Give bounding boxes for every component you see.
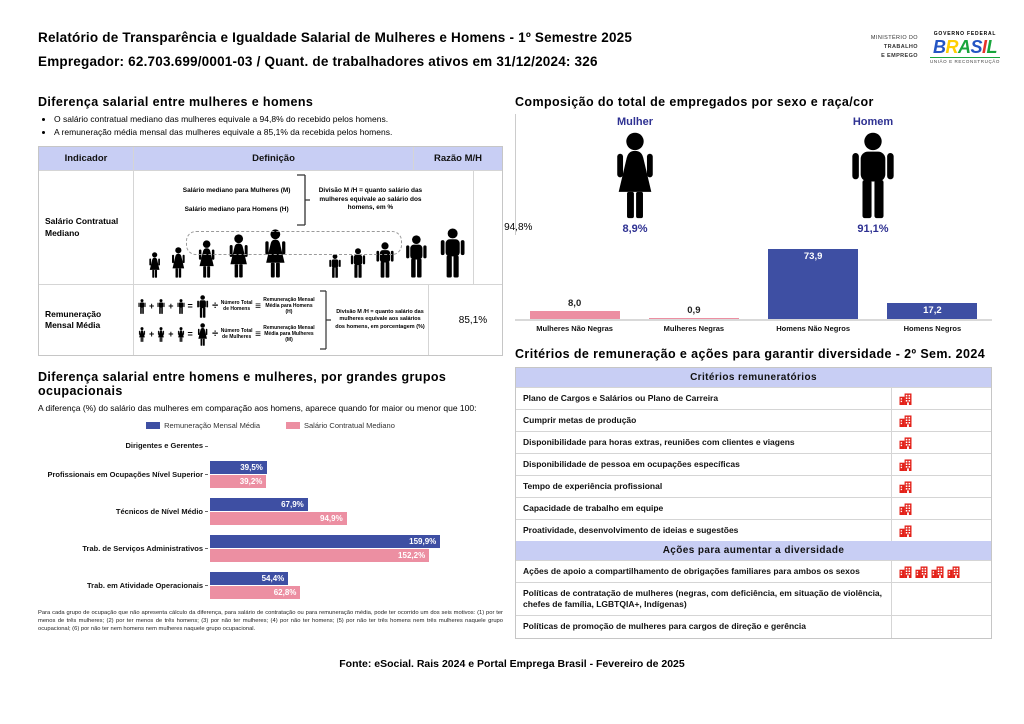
legend-item (286, 421, 395, 430)
building-icon (931, 566, 944, 578)
identical-operator: ≡ (255, 328, 261, 340)
criteria-icons-cell (891, 476, 991, 497)
equals-operator: = (187, 329, 193, 339)
occupation-group-row (38, 461, 503, 488)
formula-column (137, 295, 315, 346)
woman-icon (606, 132, 664, 219)
bar-area (515, 243, 634, 321)
occupational-subtitle: A diferença (%) do salário das mulheres em comparação aos homens, aparece quando for maior ou menor que 100: (38, 403, 477, 413)
gov-logo-bottom-text: UNIÃO E RECONSTRUÇÃO (929, 59, 1000, 64)
bar (887, 303, 977, 319)
bullet-item: • O salário contratual mediano das mulheres equivale a 94,8% do recebido pelos homens. (54, 114, 503, 124)
median-bar (210, 549, 429, 562)
division-note: Divisão M /H = quanto salário das mulheres equivale aos salários dos homens, em porcentagem (%) (335, 308, 425, 330)
bar-value-label: 67,9% (281, 500, 304, 509)
occupation-label: Profissionais em Ocupações Nível Superior (38, 470, 210, 479)
occupation-group-row (38, 572, 503, 599)
man-icon (156, 299, 166, 314)
male-label: Homem (852, 116, 894, 128)
occupation-bars (210, 461, 503, 488)
composition-bar-chart (515, 243, 992, 333)
category-label: Homens Não Negros (776, 324, 851, 333)
sex-figures (515, 114, 992, 235)
criteria-icons-cell (891, 432, 991, 453)
divide-operator: ÷ (212, 300, 219, 312)
criteria-icons-cell (891, 454, 991, 475)
report-header (38, 30, 1000, 69)
ministry-line: E EMPREGO (881, 52, 918, 59)
ministry-logo (871, 34, 918, 60)
bracket-shape (318, 289, 332, 351)
legend-swatch-blue (146, 422, 160, 429)
woman-icon (176, 327, 186, 342)
building-icon (899, 437, 912, 449)
occupation-label: Trab. em Atividade Operacionais (38, 581, 210, 590)
building-icon (947, 566, 960, 578)
criteria-row (516, 475, 991, 497)
category-label: Mulheres Não Negras (536, 324, 613, 333)
brasil-logo (930, 38, 1000, 56)
women-average-formula (137, 323, 315, 346)
left-column (38, 95, 533, 639)
median-women-label: Salário mediano para Mulheres (M) (182, 187, 291, 194)
criteria-row (516, 431, 991, 453)
man-icon (176, 299, 186, 314)
building-icon (899, 481, 912, 493)
bar (649, 318, 739, 320)
bar-value-label: 152,2% (398, 551, 426, 560)
occupation-bars (210, 441, 503, 451)
composition-bar-column (873, 243, 992, 333)
definition-cell (134, 285, 429, 355)
legend-label: Remuneração Mensal Média (164, 421, 260, 430)
legend-label: Salário Contratual Mediano (304, 421, 395, 430)
woman-icon (168, 247, 189, 278)
median-men-label: Salário mediano para Homens (H) (184, 206, 289, 213)
median-bar (210, 475, 266, 488)
criteria-row (516, 497, 991, 519)
ratio-value: 85,1% (458, 314, 488, 326)
indicator-table (38, 146, 533, 356)
criteria-text: Capacidade de trabalho em equipe (523, 503, 664, 514)
men-average-formula (137, 295, 315, 318)
occupation-label: Dirigentes e Gerentes (38, 441, 210, 450)
bar-value-label: 39,2% (239, 477, 263, 486)
male-percentage: 91,1% (857, 223, 889, 235)
building-icon (899, 415, 912, 427)
legend-item (146, 421, 260, 430)
bar-area (873, 243, 992, 321)
criteria-text: Disponibilidade para horas extras, reuniões com clientes e viagens (523, 437, 795, 448)
legend-swatch-pink (286, 422, 300, 429)
bar-value-label: 159,9% (409, 537, 437, 546)
report-titles (38, 30, 632, 69)
division-note: Divisão M /H = quanto salário das mulheres equivale ao salário dos homens, em % (318, 187, 423, 212)
bar-area (634, 243, 753, 321)
indicator-table-header (39, 147, 502, 170)
occupational-bar-chart (38, 441, 503, 599)
indicator-label: Remuneração Mensal Média (39, 285, 134, 355)
chart-legend (38, 421, 503, 430)
criteria-section-header: Ações para aumentar a diversidade (516, 541, 991, 560)
criteria-table (515, 367, 992, 639)
criteria-icons-cell (891, 561, 991, 582)
occupation-bars (210, 498, 503, 525)
category-label: Homens Negros (903, 324, 962, 333)
occupation-label: Técnicos de Nível Médio (38, 507, 210, 516)
male-figure-block (844, 116, 902, 235)
equals-operator: = (187, 301, 193, 311)
brand-letter: I (981, 37, 987, 57)
avg-bar (210, 572, 288, 585)
chart-footnote: Para cada grupo de ocupação que não apresenta cálculo da diferença, para salário de contratação ou para remuneração média, pode ter ocorrido um dos seis motivos: (1) por ter menos de três mulheres; (2) por ter menos de três homens; (3) por não ter mulheres; (4) por não ter homens; (5) por não ter três homens nem três mulheres naquele grupo ocupacional; (6) por não ter nem homens nem mulheres naquele grupo ocupacional. (38, 610, 503, 633)
median-bar (210, 512, 347, 525)
ratio-value: 94,8% (504, 222, 533, 233)
man-icon (137, 299, 147, 314)
criteria-icons-cell (891, 410, 991, 431)
criteria-icons-cell (891, 388, 991, 409)
occupation-label: Trab. de Serviços Administrativos (38, 544, 210, 553)
definition-diagram (138, 174, 469, 226)
criteria-row (516, 453, 991, 475)
criteria-text: Cumprir metas de produção (523, 415, 637, 426)
avg-bar (210, 535, 440, 548)
bar-value-label: 73,9 (803, 250, 823, 262)
building-icon (899, 393, 912, 405)
plus-operator: + (149, 301, 155, 311)
man-icon (844, 132, 902, 219)
result-label: Remuneração Mensal Média para Mulheres (M) (263, 324, 315, 344)
criteria-text: Plano de Cargos e Salários ou Plano de Carreira (523, 393, 719, 403)
composition-bar-column (634, 243, 753, 333)
man-icon (402, 235, 431, 278)
man-icon (436, 228, 469, 278)
criteria-text: Políticas de contratação de mulheres (negras, com deficiência, em situação de violência, chefes de família, LGBTQIA+, Indígenas) (523, 588, 883, 610)
occupational-section (38, 370, 503, 633)
woman-icon (137, 327, 147, 342)
divisor-label: Número Total de Mulheres (220, 327, 253, 340)
building-icon (899, 566, 912, 578)
table-row-salario-mediano (39, 170, 533, 284)
criteria-row (516, 560, 991, 582)
criteria-title: Critérios de remuneração e ações para garantir diversidade - 2º Sem. 2024 (515, 347, 986, 361)
occupation-group-row (38, 441, 503, 451)
table-row-remuneracao-media (39, 284, 502, 355)
criteria-row (516, 409, 991, 431)
man-icon (195, 295, 210, 318)
woman-icon (195, 323, 210, 346)
median-bar (210, 586, 300, 599)
salary-diff-title: Diferença salarial entre mulheres e homens (38, 95, 314, 109)
criteria-icons-cell (891, 498, 991, 519)
plus-operator: + (149, 329, 155, 339)
median-highlight-box (186, 231, 402, 255)
identical-operator: ≡ (255, 300, 261, 312)
bar-value-label: 0,9 (687, 304, 701, 316)
criteria-icons-cell (891, 616, 991, 637)
ministry-line: MINISTÉRIO DO (870, 35, 918, 42)
criteria-text: Tempo de experiência profissional (523, 481, 663, 492)
building-icon (899, 459, 912, 471)
bar-value-label: 39,5% (240, 463, 263, 472)
occupational-title: Diferença salarial entre homens e mulheres, por grandes grupos ocupacionais (38, 370, 447, 398)
brand-letter: B (932, 37, 946, 57)
criteria-text: Políticas de promoção de mulheres para cargos de direção e gerência (523, 621, 806, 632)
building-icon (899, 503, 912, 515)
woman-icon (156, 327, 166, 342)
bar-value-label: 94,9% (320, 514, 343, 523)
man-icon (327, 254, 343, 278)
salary-diff-bullets (38, 114, 503, 137)
source-footer: Fonte: eSocial. Rais 2024 e Portal Emprega Brasil - Fevereiro de 2025 (339, 658, 685, 670)
definition-cell (134, 171, 474, 284)
avg-bar (210, 498, 308, 511)
occupation-bars (210, 572, 503, 599)
female-percentage: 8,9% (622, 223, 648, 235)
occupation-group-row (38, 535, 503, 562)
criteria-row (516, 519, 991, 541)
bar-value-label: 8,0 (568, 298, 582, 310)
brand-letter: L (986, 37, 997, 57)
bar-area (754, 243, 873, 321)
criteria-row (516, 615, 991, 637)
composition-bar-column (515, 243, 634, 333)
criteria-icons-cell (891, 520, 991, 541)
criteria-text: Proatividade, desenvolvimento de ideias e sugestões (523, 525, 739, 536)
building-icon (899, 525, 912, 537)
result-label: Remuneração Mensal Média para Homens (H) (263, 296, 315, 316)
col-header-razao: Razão M/H (414, 147, 502, 170)
occupation-bars (210, 535, 503, 562)
female-figure-block (606, 116, 664, 235)
criteria-icons-cell (891, 583, 991, 615)
report-title: Relatório de Transparência e Igualdade Salarial de Mulheres e Homens - 1º Semestre 2025 (38, 30, 633, 45)
criteria-row (516, 582, 991, 615)
bar (530, 311, 620, 319)
bar (768, 249, 858, 319)
plus-operator: + (168, 329, 174, 339)
bar-value-label: 62,8% (273, 588, 297, 597)
right-column (515, 95, 992, 639)
female-label: Mulher (616, 116, 654, 128)
composition-bar-column (754, 243, 873, 333)
bar-value-label: 17,2 (923, 304, 942, 316)
criteria-row (516, 387, 991, 409)
category-label: Mulheres Negras (663, 324, 725, 333)
col-header-indicador: Indicador (39, 147, 134, 170)
building-icon (915, 566, 928, 578)
col-header-definicao: Definição (134, 147, 414, 170)
brand-letter: A (957, 37, 971, 57)
ministry-line: TRABALHO (883, 44, 918, 51)
brand-letter: R (945, 37, 958, 57)
avg-bar (210, 461, 267, 474)
divisor-label: Número Total de Homens (220, 299, 253, 312)
governo-federal-logo (930, 31, 1000, 64)
logo-area (871, 26, 1000, 69)
gov-logo-top-text: GOVERNO FEDERAL (933, 31, 997, 37)
population-figures (138, 226, 469, 281)
composition-title: Composição do total de empregados por sexo e raça/cor (515, 95, 874, 109)
bracket-shape (295, 173, 311, 227)
plus-operator: + (168, 301, 174, 311)
woman-icon (146, 252, 163, 278)
criteria-section-header: Critérios remuneratórios (516, 368, 991, 387)
criteria-text: Disponibilidade de pessoa em ocupações específicas (523, 459, 740, 470)
occupation-group-row (38, 498, 503, 525)
report-subtitle: Empregador: 62.703.699/0001-03 / Quant. de trabalhadores ativos em 31/12/2024: 326 (38, 54, 598, 69)
brand-letter: S (970, 37, 982, 57)
divide-operator: ÷ (212, 328, 219, 340)
indicator-label: Salário Contratual Mediano (39, 171, 134, 284)
median-labels (183, 187, 291, 213)
bullet-item: • A remuneração média mensal das mulheres equivale a 85,1% da recebida pelos homens. (54, 127, 503, 137)
bar-value-label: 54,4% (261, 574, 285, 583)
criteria-text: Ações de apoio a compartilhamento de obrigações familiares para ambos os sexos (523, 566, 860, 577)
